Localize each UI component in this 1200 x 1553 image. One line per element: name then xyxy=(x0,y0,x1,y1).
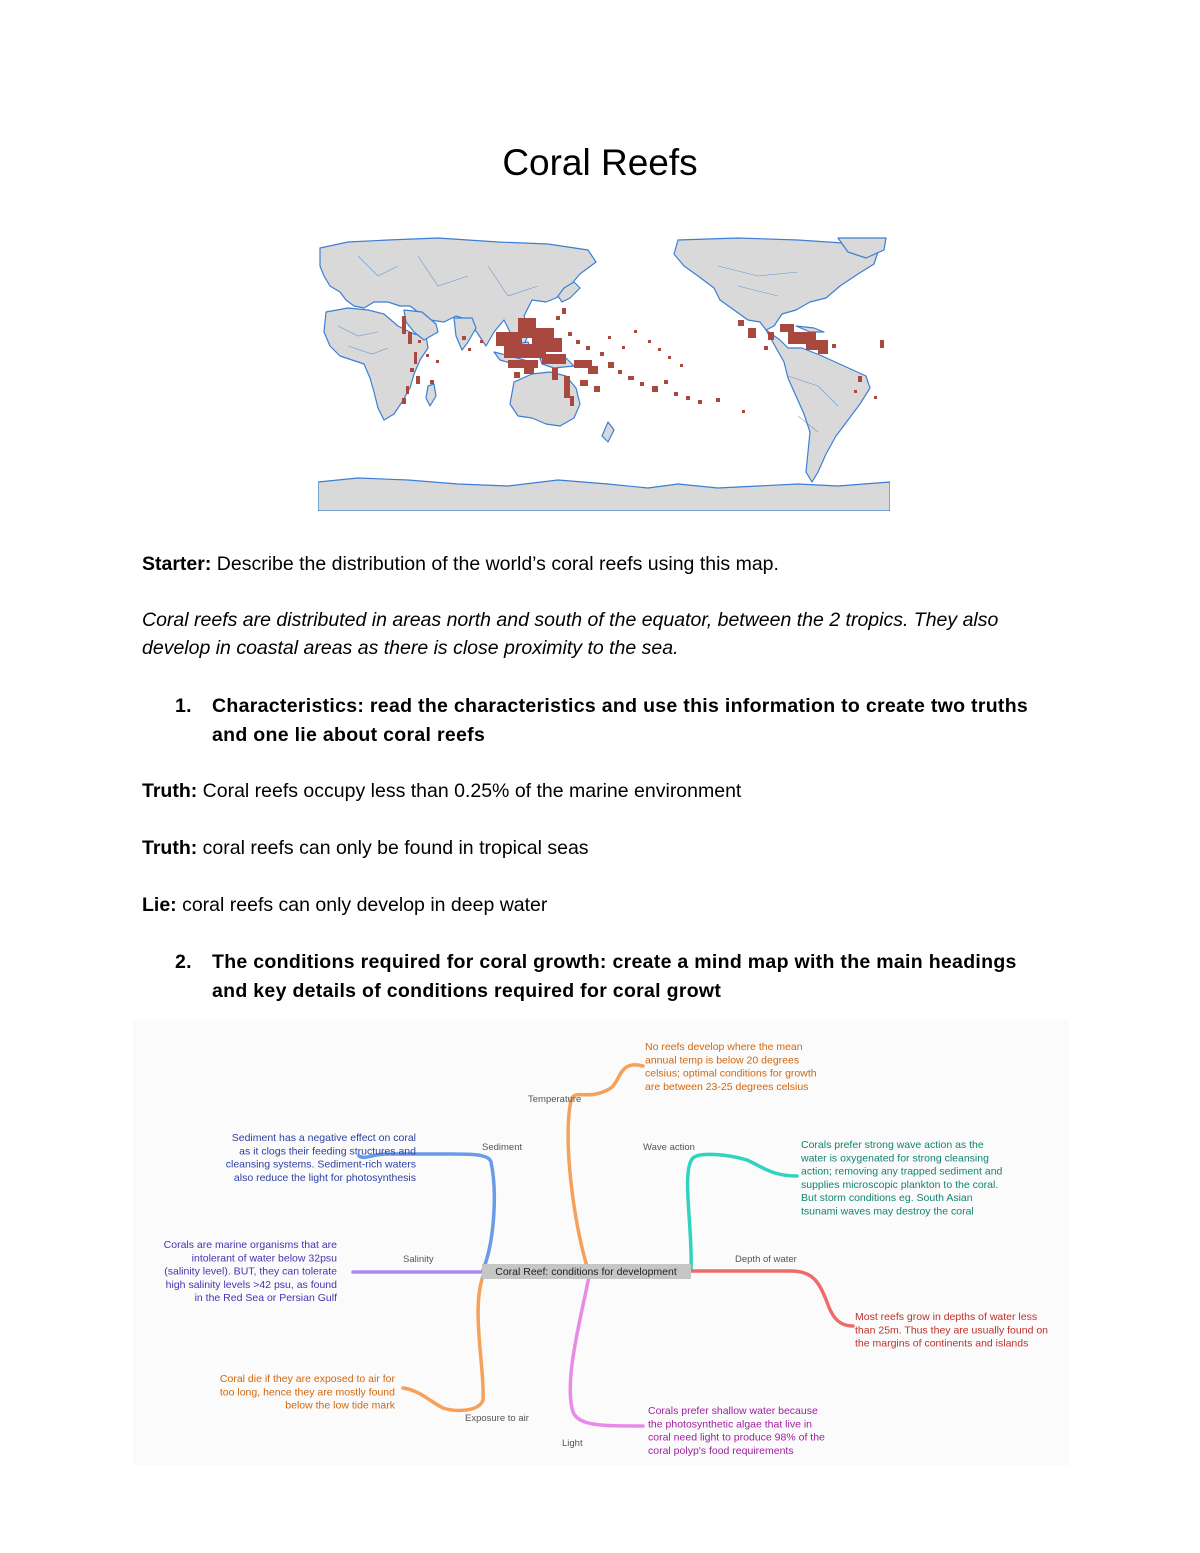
branch-label-temperature: Temperature xyxy=(528,1094,582,1105)
detail-line: too long, hence they are mostly found xyxy=(219,1386,395,1399)
detail-line: Corals prefer strong wave action as the xyxy=(801,1139,984,1151)
branch-label-salinity: Salinity xyxy=(403,1254,434,1265)
detail-temperature xyxy=(645,1041,817,1093)
detail-line: Corals prefer shallow water because xyxy=(648,1405,818,1417)
statement-text: coral reefs can only develop in deep water xyxy=(176,894,548,916)
detail-line: Sediment has a negative effect on coral xyxy=(231,1132,416,1144)
detail-line: water is oxygenated for strong cleansing xyxy=(801,1152,989,1165)
statement-label: Lie: xyxy=(142,894,177,916)
detail-wave xyxy=(800,1139,1003,1218)
branch-label-light: Light xyxy=(562,1438,583,1449)
truth-statement-2 xyxy=(142,834,1072,862)
detail-line: the margins of continents and islands xyxy=(855,1337,1029,1350)
detail-line: Coral die if they are exposed to air for xyxy=(219,1373,395,1385)
detail-line: celsius; optimal conditions for growth xyxy=(645,1067,817,1080)
detail-line: are between 23-25 degrees celsius xyxy=(645,1080,809,1093)
detail-line: as it clogs their feeding structures and xyxy=(239,1145,416,1158)
branch-label-wave: Wave action xyxy=(643,1142,695,1153)
lie-statement xyxy=(142,891,1072,919)
detail-line: the photosynthetic algae that live in xyxy=(648,1418,813,1431)
statement-text: coral reefs can only be found in tropical seas xyxy=(197,837,589,859)
detail-line: Most reefs grow in depths of water less xyxy=(855,1311,1038,1323)
mind-map xyxy=(133,1020,1069,1466)
truth-statement-1 xyxy=(142,777,1072,805)
detail-line: coral need light to produce 98% of the xyxy=(648,1431,825,1444)
question-2-text: The conditions required for coral growth: create a mind map with the main headings and key details of conditions required for coral growt xyxy=(212,951,1017,1002)
detail-line: in the Red Sea or Persian Gulf xyxy=(194,1292,337,1305)
question-1-number: 1. xyxy=(175,695,192,717)
detail-line: intolerant of water below 32psu xyxy=(191,1252,337,1265)
statement-text: Coral reefs occupy less than 0.25% of the marine environment xyxy=(197,780,742,802)
detail-line: supplies microscopic plankton to the coral. xyxy=(801,1178,999,1191)
detail-line: cleansing systems. Sediment-rich waters xyxy=(225,1158,416,1171)
detail-line: than 25m. Thus they are usually found on xyxy=(855,1324,1049,1337)
detail-line: No reefs develop where the mean xyxy=(645,1041,803,1053)
question-1-text: Characteristics: read the characteristics and use this information to create two truths and one lie about coral reefs xyxy=(212,695,1029,746)
starter-paragraph xyxy=(142,550,1072,578)
detail-line: tsunami waves may destroy the coral xyxy=(801,1205,974,1218)
statement-label: Truth: xyxy=(142,780,198,802)
detail-line: Corals are marine organisms that are xyxy=(163,1239,337,1251)
detail-line: annual temp is below 20 degrees xyxy=(645,1054,800,1067)
detail-line: (salinity level). BUT, they can tolerate xyxy=(164,1265,337,1278)
starter-text: Describe the distribution of the world’s coral reefs using this map. xyxy=(211,553,779,575)
starter-answer: Coral reefs are distributed in areas north and south of the equator, between the 2 tropics. They also develop in coastal areas as there is close proximity to the sea. xyxy=(142,609,999,659)
page-title: Coral Reefs xyxy=(502,142,698,183)
coral-reef-world-map xyxy=(318,236,890,511)
detail-sediment xyxy=(226,1132,416,1184)
branch-label-sediment: Sediment xyxy=(482,1142,523,1153)
detail-line: coral polyp's food requirements xyxy=(648,1444,794,1457)
detail-line: also reduce the light for photosynthesis xyxy=(233,1171,416,1184)
detail-line: But storm conditions eg. South Asian xyxy=(801,1192,973,1205)
branch-label-depth: Depth of water xyxy=(735,1254,797,1265)
question-2-number: 2. xyxy=(175,951,192,973)
question-2 xyxy=(175,948,1055,1006)
starter-label: Starter: xyxy=(142,553,212,575)
branch-label-exposure: Exposure to air xyxy=(465,1413,529,1424)
question-1 xyxy=(175,692,1055,750)
detail-line: high salinity levels >42 psu, as found xyxy=(165,1278,337,1291)
statement-label: Truth: xyxy=(142,837,198,859)
mind-map-center: Coral Reef: conditions for development xyxy=(495,1266,677,1278)
detail-line: action; removing any trapped sediment and xyxy=(801,1165,1003,1178)
detail-line: below the low tide mark xyxy=(285,1399,395,1412)
detail-depth xyxy=(855,1311,1048,1350)
